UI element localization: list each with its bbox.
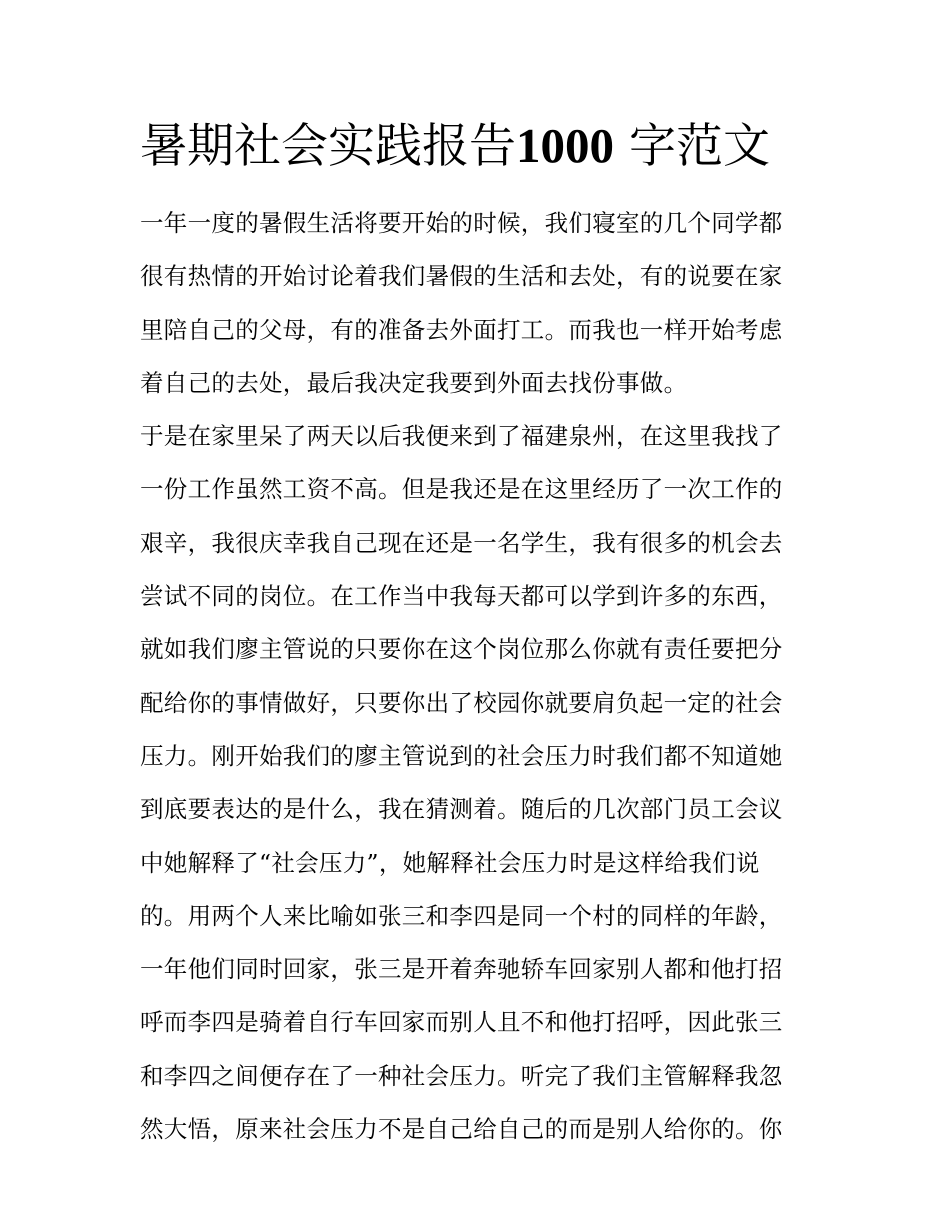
text-line: 就如我们廖主管说的只要你在这个岗位那么你就有责任要把分 [140,635,783,664]
text-line: 一年一度的暑假生活将要开始的时候，我们寝室的几个同学都 [140,209,783,237]
document-body [140,201,820,1160]
title-text-suffix: 字范文 [628,119,770,174]
text-line: 然大悟，原来社会压力不是自己给自己的而是别人给你的。你 [140,1115,783,1144]
text-line: 和李四之间便存在了一种社会压力。听完了我们主管解释我忽 [140,1061,783,1090]
title-text-prefix: 暑期社会实践报告 [140,119,516,174]
text-line: 压力。刚开始我们的廖主管说到的社会压力时我们都不知道她 [140,741,783,770]
text-line: 很有热情的开始讨论着我们暑假的生活和去处，有的说要在家 [140,262,783,291]
text-line: 呼而李四是骑着自行车回家而别人且不和他打招呼，因此张三 [140,1008,783,1037]
text-line: 的。用两个人来比喻如张三和李四是同一个村的同样的年龄， [140,901,783,930]
text-line: 里陪自己的父母，有的准备去外面打工。而我也一样开始考虑 [140,315,783,344]
text-line: 于是在家里呆了两天以后我便来到了福建泉州，在这里我找了 [140,422,783,451]
text-line: 尝试不同的岗位。在工作当中我每天都可以学到许多的东西， [140,582,783,611]
text-line: 艰辛，我很庆幸我自己现在还是一名学生，我有很多的机会去 [140,528,783,557]
text-line: 一年他们同时回家，张三是开着奔驰轿车回家别人都和他打招 [140,955,783,984]
title-number: 1000 [516,118,614,173]
text-line: 着自己的去处，最后我决定我要到外面去找份事做。 [140,368,688,397]
text-line: 配给你的事情做好，只要你出了校园你就要肩负起一定的社会 [140,688,783,717]
text-line: 到底要表达的是什么，我在猜测着。随后的几次部门员工会议 [140,795,783,824]
text-line: 一份工作虽然工资不高。但是我还是在这里经历了一次工作的 [140,475,783,504]
text-line: 中她解释了“社会压力”，她解释社会压力时是这样给我们说 [140,848,760,877]
document-title [140,116,820,177]
